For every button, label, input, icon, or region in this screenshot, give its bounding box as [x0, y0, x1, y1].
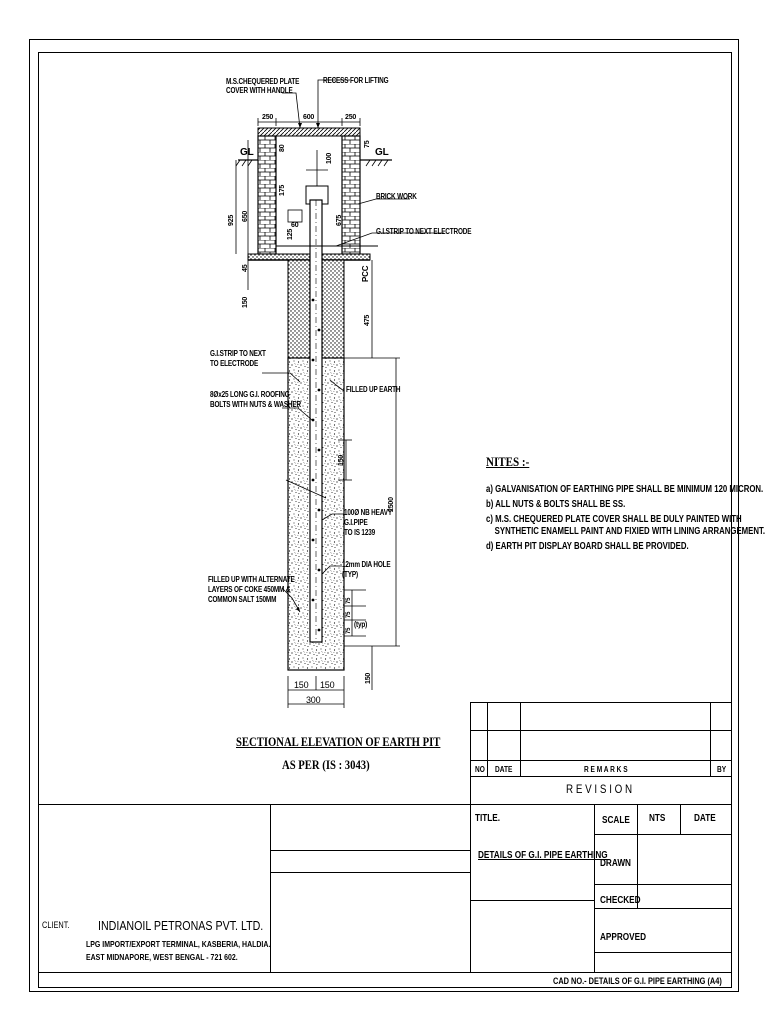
revision-col-by: BY — [717, 765, 727, 774]
label-alt-layers-3: COMMON SALT 150MM — [208, 595, 277, 604]
drawing-subtitle: AS PER (IS : 3043) — [282, 757, 370, 772]
dim-150-bottom-right: 150 — [320, 680, 335, 690]
note-item: c) M.S. CHEQUERED PLATE COVER SHALL BE DULY PAINTED WITH — [486, 514, 742, 525]
label-gi-strip-left-2: TO ELECTRODE — [210, 359, 259, 368]
revision-col-date: DATE — [495, 765, 513, 774]
dim-250-left: 250 — [262, 114, 274, 121]
revision-title: R E V I S I O N — [566, 782, 633, 796]
label-gi-strip-right: G.I.STRIP TO NEXT ELECTRODE — [376, 227, 472, 236]
pcc-base — [248, 254, 370, 260]
brick-wall-right — [342, 136, 360, 254]
label-pcc: PCC — [361, 265, 370, 282]
dim-100: 100 — [326, 152, 333, 164]
dim-475: 475 — [364, 314, 371, 326]
client-address-2: EAST MIDNAPORE, WEST BENGAL - 721 602. — [86, 952, 238, 962]
checked-label: CHECKED — [600, 895, 641, 906]
label-alt-layers-2: LAYERS OF COKE 450MM & — [208, 585, 291, 594]
dim-150-hole: 150 — [338, 454, 345, 466]
dim-650: 650 — [242, 210, 249, 222]
dim-675: 675 — [336, 214, 343, 226]
label-brick-work: BRICK WORK — [376, 192, 417, 201]
label-gi-pipe-1: 100Ø NB HEAVY — [344, 508, 392, 517]
drawing-title-value: DETAILS OF G.I. PIPE EARTHING — [478, 850, 608, 861]
note-item: d) EARTH PIT DISPLAY BOARD SHALL BE PROVIDED. — [486, 541, 689, 552]
dim-75-c: 75 — [346, 627, 352, 634]
label-gl-left: GL — [240, 147, 254, 158]
label-gi-pipe-3: TO IS 1239 — [344, 528, 376, 537]
dim-45: 45 — [242, 264, 249, 272]
approved-label: APPROVED — [600, 932, 647, 943]
dim-175: 175 — [279, 184, 286, 196]
scale-label: SCALE — [602, 815, 630, 826]
dim-150-pcc: 150 — [242, 296, 249, 308]
dim-75-a: 75 — [346, 597, 352, 604]
label-plate-cover-1: M.S.CHEQUERED PLATE — [226, 77, 300, 86]
chequered-plate-cover — [258, 128, 360, 136]
client-address-1: LPG IMPORT/EXPORT TERMINAL, KASBERIA, HALDIA. — [86, 939, 271, 949]
label-bolts-1: 8Øx25 LONG G.I. ROOFING — [210, 390, 290, 399]
drawing-title: SECTIONAL ELEVATION OF EARTH PIT — [236, 734, 441, 749]
brick-wall-left — [258, 136, 276, 254]
client-label: CLIENT. — [42, 920, 70, 930]
notes-heading: NITES :- — [486, 454, 530, 469]
date-label: DATE — [694, 813, 716, 824]
gi-pipe — [310, 200, 322, 642]
scale-value: NTS — [649, 813, 666, 824]
note-item: b) ALL NUTS & BOLTS SHALL BE SS. — [486, 499, 626, 510]
cad-number: CAD NO.- DETAILS OF G.I. PIPE EARTHING (A4) — [553, 976, 722, 986]
title-label: TITLE. — [475, 813, 501, 824]
dim-2500: 2500 — [388, 497, 395, 512]
label-alt-layers-1: FILLED UP WITH ALTERNATE — [208, 575, 295, 584]
label-hole-2: (TYP) — [342, 570, 358, 579]
dim-125: 125 — [287, 228, 294, 240]
revision-col-remarks: R E M A R K S — [584, 765, 628, 774]
drawn-label: DRAWN — [600, 858, 631, 869]
label-recess: RECESS FOR LIFTING — [323, 76, 389, 85]
label-gi-strip-left-1: G.I.STRIP TO NEXT — [210, 349, 266, 358]
label-plate-cover-2: COVER WITH HANDLE — [226, 86, 293, 95]
note-item: a) GALVANISATION OF EARTHING PIPE SHALL BE MINIMUM 120 MICRON. — [486, 484, 764, 495]
dim-250-right: 250 — [345, 114, 357, 121]
label-gi-pipe-2: G.I.PIPE — [344, 518, 368, 527]
dim-150-bottom-left: 150 — [294, 680, 309, 690]
notes-list — [486, 484, 768, 556]
revision-col-no: NO — [475, 765, 485, 774]
label-typ: (typ) — [354, 620, 368, 629]
note-item: SYNTHETIC ENAMELL PAINT AND FIXIED WITH LINING ARRANGEMENT. — [486, 526, 766, 537]
dim-600: 600 — [303, 114, 315, 121]
dim-75-b: 75 — [346, 611, 352, 618]
label-bolts-2: BOLTS WITH NUTS & WASHER — [210, 400, 301, 409]
label-filled-earth: FILLED UP EARTH — [346, 385, 401, 394]
dim-80: 80 — [279, 144, 286, 152]
dim-150-base: 150 — [365, 672, 372, 684]
dim-300: 300 — [306, 695, 321, 705]
dim-75-top: 75 — [364, 140, 371, 148]
label-gl-right: GL — [375, 147, 389, 158]
label-hole-1: 12mm DIA HOLE — [342, 560, 391, 569]
dim-60: 60 — [291, 222, 299, 229]
dim-925: 925 — [228, 214, 235, 226]
client-name: INDIANOIL PETRONAS PVT. LTD. — [98, 918, 264, 933]
